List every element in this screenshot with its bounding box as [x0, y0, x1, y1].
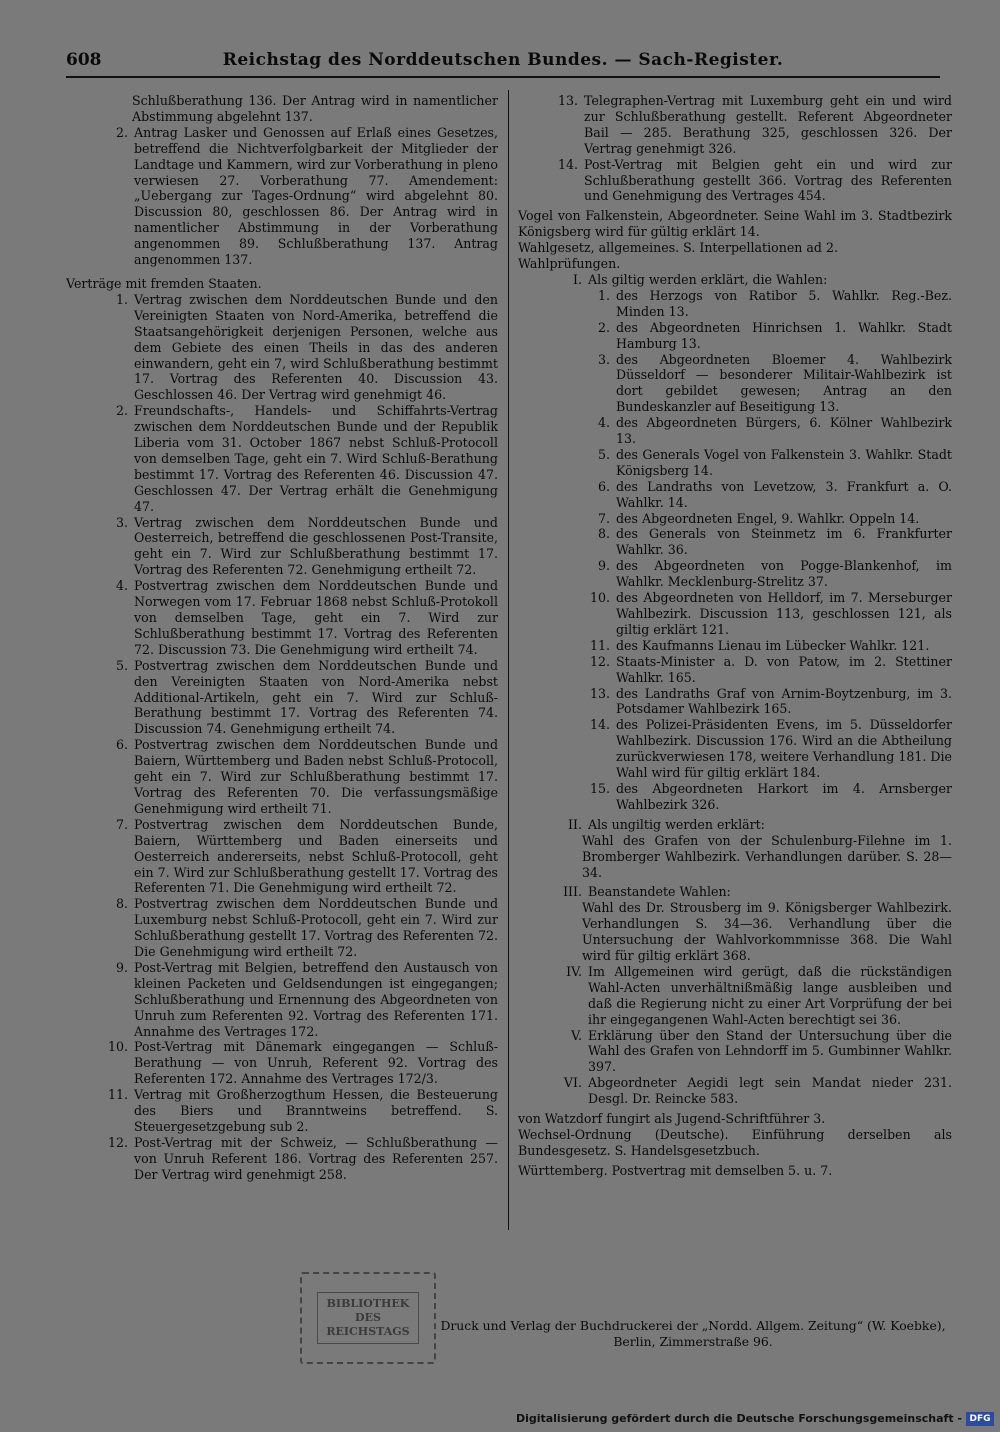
- item-number: 12.: [107, 1134, 128, 1150]
- valid-elections-list: [518, 288, 952, 813]
- election-item: [518, 526, 952, 558]
- item-text: des Landraths von Levetzow, 3. Frankfurt a. O. Wahlkr. 14.: [616, 478, 952, 510]
- library-stamp: [300, 1272, 436, 1364]
- item-text: Post-Vertrag mit Belgien geht ein und wird zur Schlußberathung gestellt 366. Vortrag des Referenten und Genehmigung des Vertrages 454.: [584, 156, 952, 204]
- treaty-item: [66, 292, 498, 403]
- item-text: des Abgeordneten Hinrichsen 1. Wahlkr. Stadt Hamburg 13.: [616, 319, 952, 351]
- index-entry-wuerttemberg: Württemberg. Postvertrag mit demselben 5. u. 7.: [518, 1162, 833, 1178]
- item-text: Vertrag zwischen dem Norddeutschen Bunde und den Vereinigten Staaten von Nord-Amerika, betreffend die Staatsangehörigkeit derjenigen Personen, welche aus dem Gebiete des einen Theils in das des anderen einwandern, geht ein 7, wird Schlußberathung bestimmt 17. Vortrag des Referenten 40. Discussion 43. Geschlossen 46. Der Vertrag wird genehmigt 46.: [134, 291, 498, 403]
- treaty-item: [518, 157, 952, 205]
- item-text: Post-Vertrag mit der Schweiz, — Schlußberathung — von Unruh Referent 186. Vortrag des Referenten 257. Der Vertrag wird genehmigt 258.: [134, 1134, 498, 1182]
- election-item: [518, 654, 952, 686]
- item-text: Freundschafts-, Handels- und Schiffahrts-Vertrag zwischen dem Norddeutschen Bunde und der Republik Liberia vom 31. October 1867 nebst Schluß-Protocoll von demselben Tage, geht ein 7. Wird Schluß-Berathung bestimmt 17. Vortrag des Referenten 46. Discussion 47. Geschlossen 47. Der Vertrag erhält die Genehmigung 47.: [134, 403, 498, 514]
- running-header: [66, 50, 940, 72]
- item-text: des Abgeordneten Engel, 9. Wahlkr. Oppeln 14.: [616, 510, 920, 526]
- item-number: 4.: [597, 415, 610, 431]
- index-entry-watzdorf: von Watzdorf fungirt als Jugend-Schriftführer 3.: [518, 1111, 826, 1127]
- item-text: Staats-Minister a. D. von Patow, im 2. Stettiner Wahlkr. 165.: [616, 653, 952, 685]
- page-number: 608: [66, 50, 102, 70]
- treaty-item: [66, 1135, 498, 1183]
- roman-section-6: [518, 1075, 952, 1107]
- roman-text: Im Allgemeinen wird gerügt, daß die rückständigen Wahl-Acten unverhältnißmäßig lange ausbleiben und daß die Regierung nicht zu einer Art Vorprüfung der bei ihr eingegangenen Wahl-Acten berechtigt sei 36.: [588, 963, 952, 1027]
- treaty-list: [66, 292, 498, 1183]
- header-rule: [66, 76, 940, 78]
- item-number: 13.: [589, 685, 610, 701]
- item-text: Postvertrag zwischen dem Norddeutschen Bunde und Norwegen vom 17. Februar 1868 nebst Schluß-Protokoll von demselben Tage, geht ein 7. Wird zur Schlußberathung bestimmt 17. Vortrag des Referenten 72. Discussion 73. Die Genehmigung wird ertheilt 74.: [134, 578, 498, 657]
- index-entry-vogel: Vogel von Falkenstein, Abgeordneter. Seine Wahl im 3. Stadtbezirk Königsberg wird für gültig erklärt 14.: [518, 208, 952, 240]
- index-entry-wahlgesetz: Wahlgesetz, allgemeines. S. Interpellationen ad 2.: [518, 240, 838, 256]
- election-item: [518, 352, 952, 416]
- item-text: Vertrag mit Großherzogthum Hessen, die Besteuerung des Biers und Branntweins betreffend. S. Steuergesetzgebung sub 2.: [134, 1087, 498, 1134]
- item-text: des Landraths Graf von Arnim-Boytzenburg, im 3. Potsdamer Wahlbezirk 165.: [616, 685, 952, 717]
- item-number: 8.: [115, 896, 128, 912]
- item-number: 9.: [597, 558, 610, 574]
- stamp-line: BIBLIOTHEK: [326, 1297, 410, 1310]
- item-number: 13.: [557, 93, 578, 108]
- item-number: 3.: [115, 514, 128, 530]
- treaty-item: [518, 93, 952, 157]
- item-number: 9.: [115, 959, 128, 975]
- item-number: 5.: [597, 446, 610, 462]
- item-number: 11.: [589, 637, 610, 653]
- treaty-item: [66, 515, 498, 579]
- item-text: Vertrag zwischen dem Norddeutschen Bunde und Oesterreich, betreffend die geschlossenen Post-Transite, geht ein 7. Wird zur Schlußberathung bestimmt 17. Vortrag des Referenten 72. Genehmigung ertheilt 72.: [134, 514, 498, 578]
- item-text: Telegraphen-Vertrag mit Luxemburg geht ein und wird zur Schlußberathung gestellt. Referent Abgeordneter Bail — 285. Berathung 325, geschlossen 326. Der Vertrag genehmigt 326.: [584, 93, 952, 156]
- item-text: des Abgeordneten von Helldorf, im 7. Merseburger Wahlbezirk. Discussion 113, geschlossen 121, als giltig erklärt 121.: [616, 590, 952, 637]
- item-text: Postvertrag zwischen dem Norddeutschen Bunde und den Vereinigten Staaten von Nord-Amerika nebst Additional-Artikeln, geht ein 7. Wird zur Schluß-Berathung bestimmt 17. Vortrag des Referenten 74. Discussion 74. Genehmigung ertheilt 74.: [134, 657, 498, 737]
- election-item: [518, 590, 952, 638]
- stamp-line: DES: [355, 1311, 381, 1324]
- treaty-item: [66, 658, 498, 738]
- item-text: des Generals von Steinmetz im 6. Frankfurter Wahlkr. 36.: [616, 526, 952, 558]
- election-item: [518, 479, 952, 511]
- treaty-item: [66, 737, 498, 817]
- item-text: des Generals Vogel von Falkenstein 3. Wahlkr. Stadt Königsberg 14.: [616, 446, 952, 478]
- imprint-line: Druck und Verlag der Buchdruckerei der „Nordd. Allgem. Zeitung“ (W. Koebke),: [440, 1318, 946, 1333]
- imprint-line: Berlin, Zimmerstraße 96.: [613, 1334, 773, 1349]
- item-number: 2.: [115, 403, 128, 419]
- item-number: 3.: [597, 351, 610, 367]
- printer-imprint: [436, 1318, 950, 1350]
- roman-text: Abgeordneter Aegidi legt sein Mandat nieder 231. Desgl. Dr. Reincke 583.: [588, 1075, 952, 1107]
- roman-section-4: [518, 964, 952, 1028]
- item-number: 10.: [589, 590, 610, 606]
- roman-subtext: Wahl des Grafen von der Schulenburg-Filehne im 1. Bromberger Wahlbezirk. Verhandlungen darüber. S. 28—34.: [582, 832, 952, 880]
- item-number: 4.: [115, 578, 128, 594]
- item-text: Postvertrag zwischen dem Norddeutschen Bunde, Baiern, Württemberg und Baden einerseits und Oesterreich andererseits, nebst Schluß-Protocoll, geht ein 7. Wird zur Schlußberathung gestellt 17. Vortrag des Referenten 71. Die Genehmigung wird ertheilt 72.: [134, 816, 498, 896]
- roman-section-5: [518, 1028, 952, 1076]
- item-text: Postvertrag zwischen dem Norddeutschen Bunde und Luxemburg nebst Schluß-Protocoll, geht ein 7. Wird zur Schlußberathung gestellt 17. Vortrag des Referenten 72. Die Genehmigung wird ertheilt 72.: [134, 896, 498, 960]
- item-number: 7.: [597, 510, 610, 526]
- list-item: [66, 125, 498, 268]
- election-item: [518, 511, 952, 527]
- roman-number: VI.: [563, 1075, 582, 1091]
- item-text: Post-Vertrag mit Dänemark eingegangen — Schluß-Berathung — von Unruh, Referent 92. Vortrag des Referenten 172. Annahme des Vertrages 172/3.: [134, 1039, 498, 1087]
- roman-subtext: Wahl des Dr. Strousberg im 9. Königsberger Wahlbezirk. Verhandlungen S. 34—36. Verhandlung über die Untersuchung der Wahlvorkommnisse 368. Die Wahl wird für giltig erklärt 368.: [582, 900, 952, 964]
- stamp-line: REICHSTAGS: [326, 1325, 410, 1338]
- item-text: Post-Vertrag mit Belgien, betreffend den Austausch von kleinen Packeten und Geldsendungen ist eingegangen; Schlußberathung und Ernennung des Abgeordneten von Unruh zum Referenten 92. Vortrag des Referenten 171. Annahme des Vertrages 172.: [134, 959, 498, 1039]
- election-item: [518, 288, 952, 320]
- item-text: des Abgeordneten von Pogge-Blankenhof, im Wahlkr. Mecklenburg-Strelitz 37.: [616, 558, 952, 590]
- roman-section-2: [518, 817, 952, 833]
- index-heading-wahlpruefungen: Wahlprüfungen.: [518, 256, 621, 272]
- item-text: Postvertrag zwischen dem Norddeutschen Bunde und Baiern, Württemberg und Baden nebst Schluß-Protocoll, geht ein 7. Wird zur Schlußberathung bestimmt 17. Vortrag des Referenten 70. Die verfassungsmäßige Genehmigung wird ertheilt 71.: [134, 737, 498, 816]
- election-item: [518, 638, 952, 654]
- treaty-item: [66, 817, 498, 897]
- item-text: des Abgeordneten Harkort im 4. Arnsberger Wahlbezirk 326.: [616, 780, 952, 812]
- item-number: 11.: [107, 1087, 128, 1103]
- election-item: [518, 320, 952, 352]
- index-heading-vertraege: Verträge mit fremden Staaten.: [66, 275, 262, 291]
- item-number: 6.: [597, 478, 610, 494]
- treaty-list-continued: [518, 93, 952, 204]
- item-text: des Polizei-Präsidenten Evens, im 5. Düsseldorfer Wahlbezirk. Discussion 176. Wird an die Abtheilung zurückverwiesen 178, weitere Verhandlung 181. Die Wahl wird für giltig erklärt 184.: [616, 717, 952, 781]
- right-column: [518, 93, 952, 1179]
- roman-number: IV.: [566, 963, 582, 979]
- item-text: des Herzogs von Ratibor 5. Wahlkr. Reg.-Bez. Minden 13.: [616, 287, 952, 319]
- item-number: 12.: [589, 653, 610, 669]
- election-item: [518, 717, 952, 781]
- roman-text: Erklärung über den Stand der Untersuchung über die Wahl des Grafen von Lehndorff im 5. Gumbinner Wahlkr. 397.: [588, 1027, 952, 1075]
- item-number: 5.: [115, 657, 128, 673]
- roman-text: Beanstandete Wahlen:: [588, 884, 731, 900]
- roman-number: II.: [568, 816, 582, 832]
- index-entry-wechsel: Wechsel-Ordnung (Deutsche). Einführung derselben als Bundesgesetz. S. Handelsgesetzbuch.: [518, 1127, 952, 1158]
- roman-number: III.: [563, 884, 582, 900]
- item-number: 15.: [589, 780, 610, 796]
- election-item: [518, 558, 952, 590]
- item-text: Antrag Lasker und Genossen auf Erlaß eines Gesetzes, betreffend die Nichtverfolgbarkeit der Mitglieder der Landtage und Kammern, wird zur Vorberathung in pleno verwiesen 27. Vorberathung 77. Amendement: „Uebergang zur Tages-Ordnung“ wird abgelehnt 80. Discussion 80, geschlossen 86. Der Antrag wird in namentlicher Abstimmung in der Vorberathung angenommen 89. Schlußberathung 137. Antrag angenommen 137.: [134, 124, 498, 268]
- treaty-item: [66, 1039, 498, 1087]
- item-number: 14.: [557, 156, 578, 172]
- item-number: 10.: [107, 1039, 128, 1055]
- item-number: 7.: [115, 816, 128, 832]
- election-item: [518, 447, 952, 479]
- item-text: des Abgeordneten Bürgers, 6. Kölner Wahlbezirk 13.: [616, 415, 952, 447]
- item-number: 1.: [115, 291, 128, 307]
- funding-notice: Digitalisierung gefördert durch die Deutsche Forschungsgemeinschaft -: [515, 1412, 962, 1425]
- item-text: des Abgeordneten Bloemer 4. Wahlbezirk Düsseldorf — besonderer Militair-Wahlbezirk ist dort gebildet gewesen; Antrag an den Bundeskanzler auf Beseitigung 13.: [616, 351, 952, 415]
- item-number: 6.: [115, 737, 128, 753]
- treaty-item: [66, 1087, 498, 1135]
- roman-number: I.: [573, 271, 582, 287]
- treaty-item: [66, 960, 498, 1040]
- continued-entry: Schlußberathung 136. Der Antrag wird in namentlicher Abstimmung abgelehnt 137.: [132, 93, 498, 124]
- treaty-item: [66, 896, 498, 960]
- treaty-item: [66, 578, 498, 658]
- item-number: 1.: [597, 287, 610, 303]
- digitization-footer: [0, 1408, 1000, 1432]
- election-item: [518, 781, 952, 813]
- left-column: [66, 93, 498, 1183]
- election-item: [518, 686, 952, 718]
- item-number: 2.: [115, 124, 128, 140]
- stamp-frame: [317, 1292, 418, 1344]
- roman-section-3: [518, 884, 952, 900]
- election-item: [518, 415, 952, 447]
- dfg-logo: DFG: [966, 1412, 994, 1426]
- item-number: 8.: [597, 526, 610, 542]
- item-text: des Kaufmanns Lienau im Lübecker Wahlkr. 121.: [616, 637, 930, 653]
- page-title: Reichstag des Norddeutschen Bundes. — Sach-Register.: [222, 50, 784, 70]
- roman-number: V.: [571, 1027, 582, 1043]
- item-number: 14.: [589, 717, 610, 733]
- treaty-item: [66, 403, 498, 514]
- column-divider: [508, 90, 509, 1230]
- item-number: 2.: [597, 319, 610, 335]
- roman-text: Als ungiltig werden erklärt:: [588, 816, 765, 832]
- roman-text: Als giltig werden erklärt, die Wahlen:: [588, 271, 828, 287]
- roman-section-1: [518, 272, 952, 288]
